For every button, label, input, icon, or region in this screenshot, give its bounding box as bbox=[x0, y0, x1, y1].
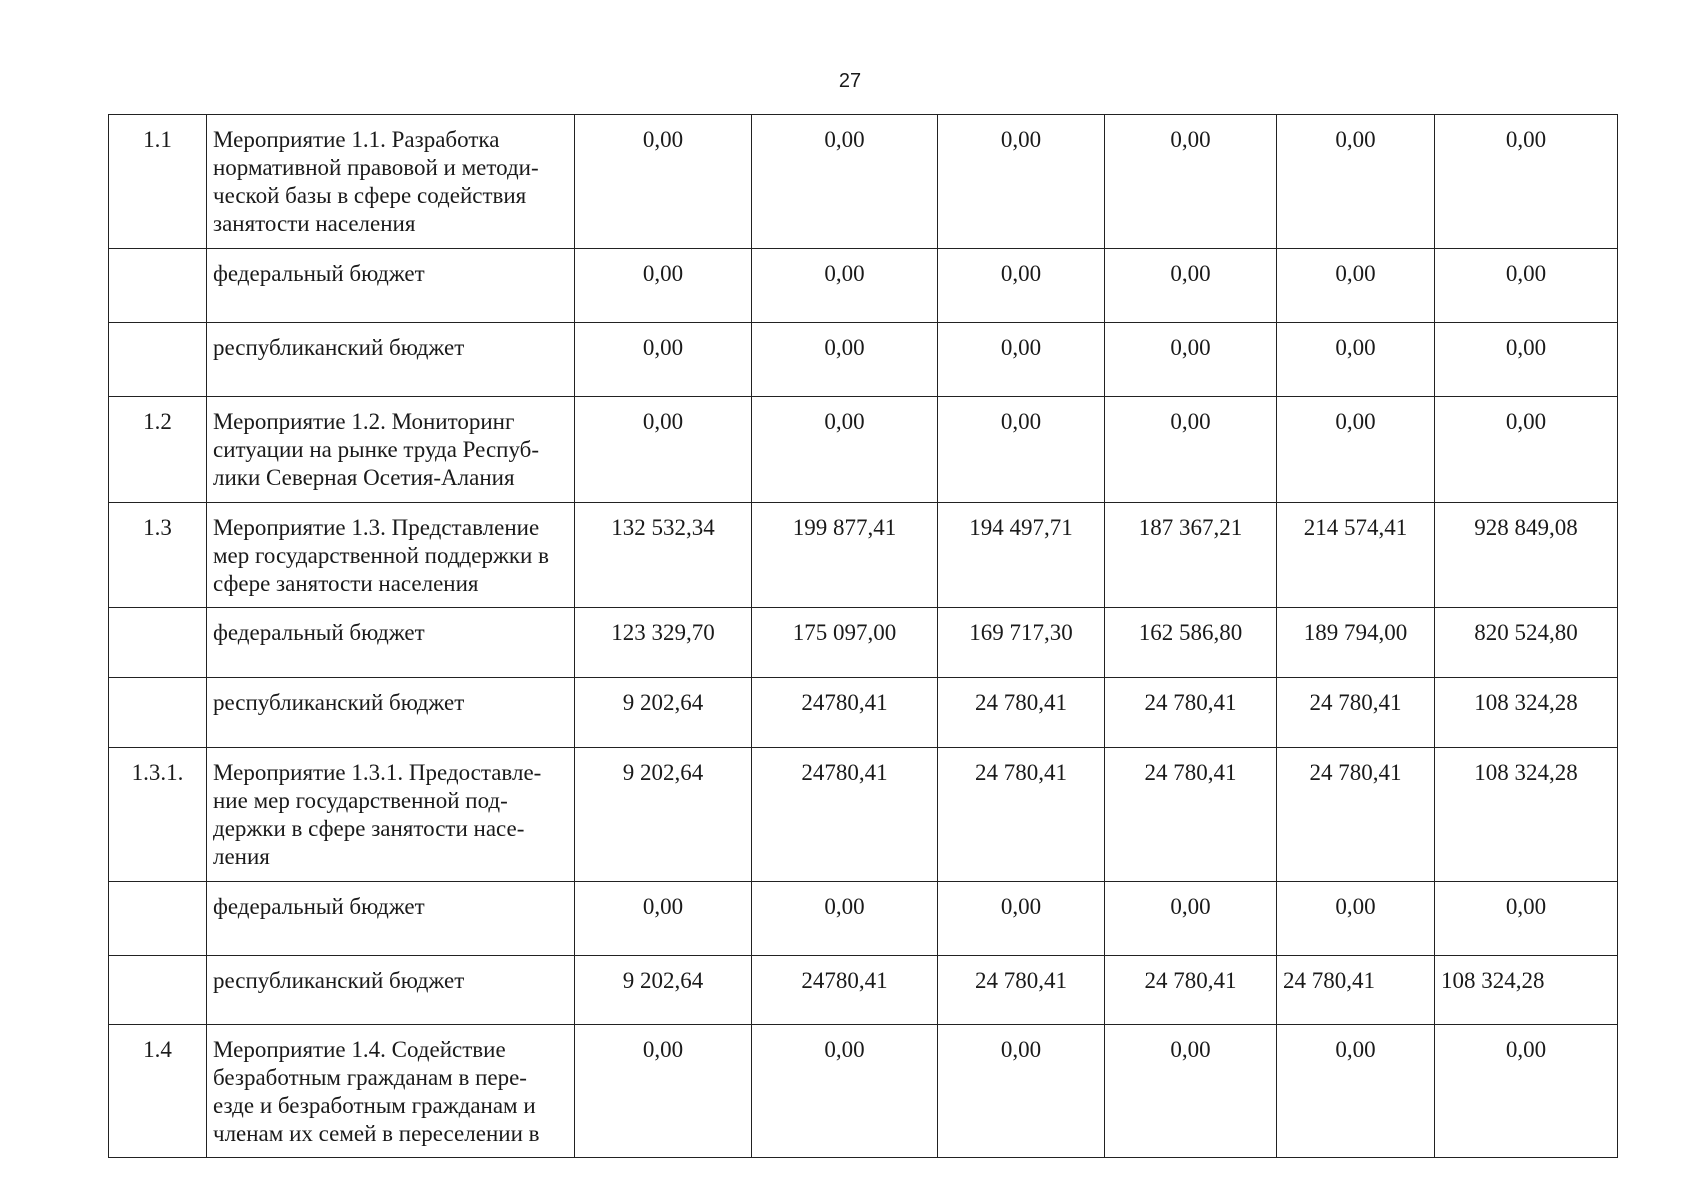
row-code bbox=[109, 678, 207, 748]
row-name: Мероприятие 1.4. Содействие безработным гражданам в пере-езде и безработным гражданам и членам их семей в переселении в bbox=[207, 1025, 575, 1158]
value-cell: 9 202,64 bbox=[575, 956, 752, 1025]
row-code: 1.1 bbox=[109, 115, 207, 249]
row-code bbox=[109, 882, 207, 956]
row-code bbox=[109, 323, 207, 397]
value-cell: 0,00 bbox=[1277, 323, 1435, 397]
table-row bbox=[109, 956, 1618, 1025]
table-row bbox=[109, 748, 1618, 882]
value-cell: 175 097,00 bbox=[752, 608, 938, 678]
value-cell: 0,00 bbox=[1277, 882, 1435, 956]
value-cell: 0,00 bbox=[752, 882, 938, 956]
value-cell: 0,00 bbox=[1105, 1025, 1277, 1158]
value-cell: 0,00 bbox=[1277, 1025, 1435, 1158]
table-row bbox=[109, 249, 1618, 323]
value-cell: 0,00 bbox=[575, 115, 752, 249]
value-cell: 169 717,30 bbox=[938, 608, 1105, 678]
row-name: республиканский бюджет bbox=[207, 678, 575, 748]
table-row bbox=[109, 115, 1618, 249]
table-row bbox=[109, 678, 1618, 748]
value-cell: 189 794,00 bbox=[1277, 608, 1435, 678]
table-row bbox=[109, 397, 1618, 503]
value-cell: 0,00 bbox=[938, 882, 1105, 956]
value-cell: 24780,41 bbox=[752, 956, 938, 1025]
value-cell: 0,00 bbox=[938, 397, 1105, 503]
value-cell: 187 367,21 bbox=[1105, 503, 1277, 608]
row-name: Мероприятие 1.2. Мониторинг ситуации на рынке труда Респуб-лики Северная Осетия-Алания bbox=[207, 397, 575, 503]
value-cell: 0,00 bbox=[1435, 249, 1618, 323]
row-code: 1.3 bbox=[109, 503, 207, 608]
row-code: 1.3.1. bbox=[109, 748, 207, 882]
value-cell: 24 780,41 bbox=[1105, 956, 1277, 1025]
row-code bbox=[109, 249, 207, 323]
value-cell: 0,00 bbox=[575, 1025, 752, 1158]
table-row bbox=[109, 608, 1618, 678]
value-cell: 0,00 bbox=[575, 397, 752, 503]
value-cell: 0,00 bbox=[1435, 882, 1618, 956]
value-cell: 24 780,41 bbox=[1277, 956, 1435, 1025]
value-cell: 0,00 bbox=[575, 323, 752, 397]
value-cell: 194 497,71 bbox=[938, 503, 1105, 608]
row-code: 1.2 bbox=[109, 397, 207, 503]
value-cell: 24 780,41 bbox=[1277, 678, 1435, 748]
value-cell: 0,00 bbox=[752, 397, 938, 503]
value-cell: 9 202,64 bbox=[575, 678, 752, 748]
value-cell: 0,00 bbox=[575, 882, 752, 956]
page-number: 27 bbox=[838, 70, 862, 92]
value-cell: 0,00 bbox=[1277, 115, 1435, 249]
value-cell: 123 329,70 bbox=[575, 608, 752, 678]
value-cell: 24 780,41 bbox=[1105, 678, 1277, 748]
row-name: Мероприятие 1.3.1. Предоставле-ние мер государственной под-держки в сфере занятости насе-ления bbox=[207, 748, 575, 882]
value-cell: 24 780,41 bbox=[938, 956, 1105, 1025]
value-cell: 0,00 bbox=[1435, 323, 1618, 397]
value-cell: 162 586,80 bbox=[1105, 608, 1277, 678]
value-cell: 0,00 bbox=[1435, 397, 1618, 503]
row-name: Мероприятие 1.1. Разработка нормативной правовой и методи-ческой базы в сфере содействия занятости населения bbox=[207, 115, 575, 249]
row-code bbox=[109, 956, 207, 1025]
value-cell: 0,00 bbox=[1105, 323, 1277, 397]
value-cell: 0,00 bbox=[575, 249, 752, 323]
value-cell: 0,00 bbox=[752, 323, 938, 397]
value-cell: 132 532,34 bbox=[575, 503, 752, 608]
value-cell: 0,00 bbox=[1435, 115, 1618, 249]
value-cell: 9 202,64 bbox=[575, 748, 752, 882]
row-name: федеральный бюджет bbox=[207, 608, 575, 678]
budget-table bbox=[108, 114, 1618, 1158]
value-cell: 0,00 bbox=[1435, 1025, 1618, 1158]
row-code bbox=[109, 608, 207, 678]
value-cell: 0,00 bbox=[1105, 115, 1277, 249]
value-cell: 214 574,41 bbox=[1277, 503, 1435, 608]
value-cell: 24 780,41 bbox=[1105, 748, 1277, 882]
value-cell: 24780,41 bbox=[752, 748, 938, 882]
value-cell: 108 324,28 bbox=[1435, 956, 1618, 1025]
value-cell: 24 780,41 bbox=[1277, 748, 1435, 882]
row-name: федеральный бюджет bbox=[207, 882, 575, 956]
value-cell: 199 877,41 bbox=[752, 503, 938, 608]
value-cell: 0,00 bbox=[752, 1025, 938, 1158]
row-name: республиканский бюджет bbox=[207, 323, 575, 397]
value-cell: 0,00 bbox=[938, 115, 1105, 249]
row-code: 1.4 bbox=[109, 1025, 207, 1158]
value-cell: 0,00 bbox=[1105, 249, 1277, 323]
value-cell: 928 849,08 bbox=[1435, 503, 1618, 608]
value-cell: 0,00 bbox=[752, 115, 938, 249]
table-row bbox=[109, 882, 1618, 956]
value-cell: 0,00 bbox=[938, 249, 1105, 323]
value-cell: 820 524,80 bbox=[1435, 608, 1618, 678]
value-cell: 0,00 bbox=[1277, 249, 1435, 323]
value-cell: 0,00 bbox=[752, 249, 938, 323]
value-cell: 0,00 bbox=[1105, 397, 1277, 503]
table-row bbox=[109, 1025, 1618, 1158]
value-cell: 0,00 bbox=[938, 1025, 1105, 1158]
value-cell: 24780,41 bbox=[752, 678, 938, 748]
table-row bbox=[109, 503, 1618, 608]
value-cell: 0,00 bbox=[938, 323, 1105, 397]
value-cell: 108 324,28 bbox=[1435, 678, 1618, 748]
value-cell: 24 780,41 bbox=[938, 748, 1105, 882]
table-row bbox=[109, 323, 1618, 397]
row-name: республиканский бюджет bbox=[207, 956, 575, 1025]
value-cell: 24 780,41 bbox=[938, 678, 1105, 748]
value-cell: 0,00 bbox=[1105, 882, 1277, 956]
value-cell: 108 324,28 bbox=[1435, 748, 1618, 882]
row-name: Мероприятие 1.3. Представление мер государственной поддержки в сфере занятости населения bbox=[207, 503, 575, 608]
value-cell: 0,00 bbox=[1277, 397, 1435, 503]
row-name: федеральный бюджет bbox=[207, 249, 575, 323]
